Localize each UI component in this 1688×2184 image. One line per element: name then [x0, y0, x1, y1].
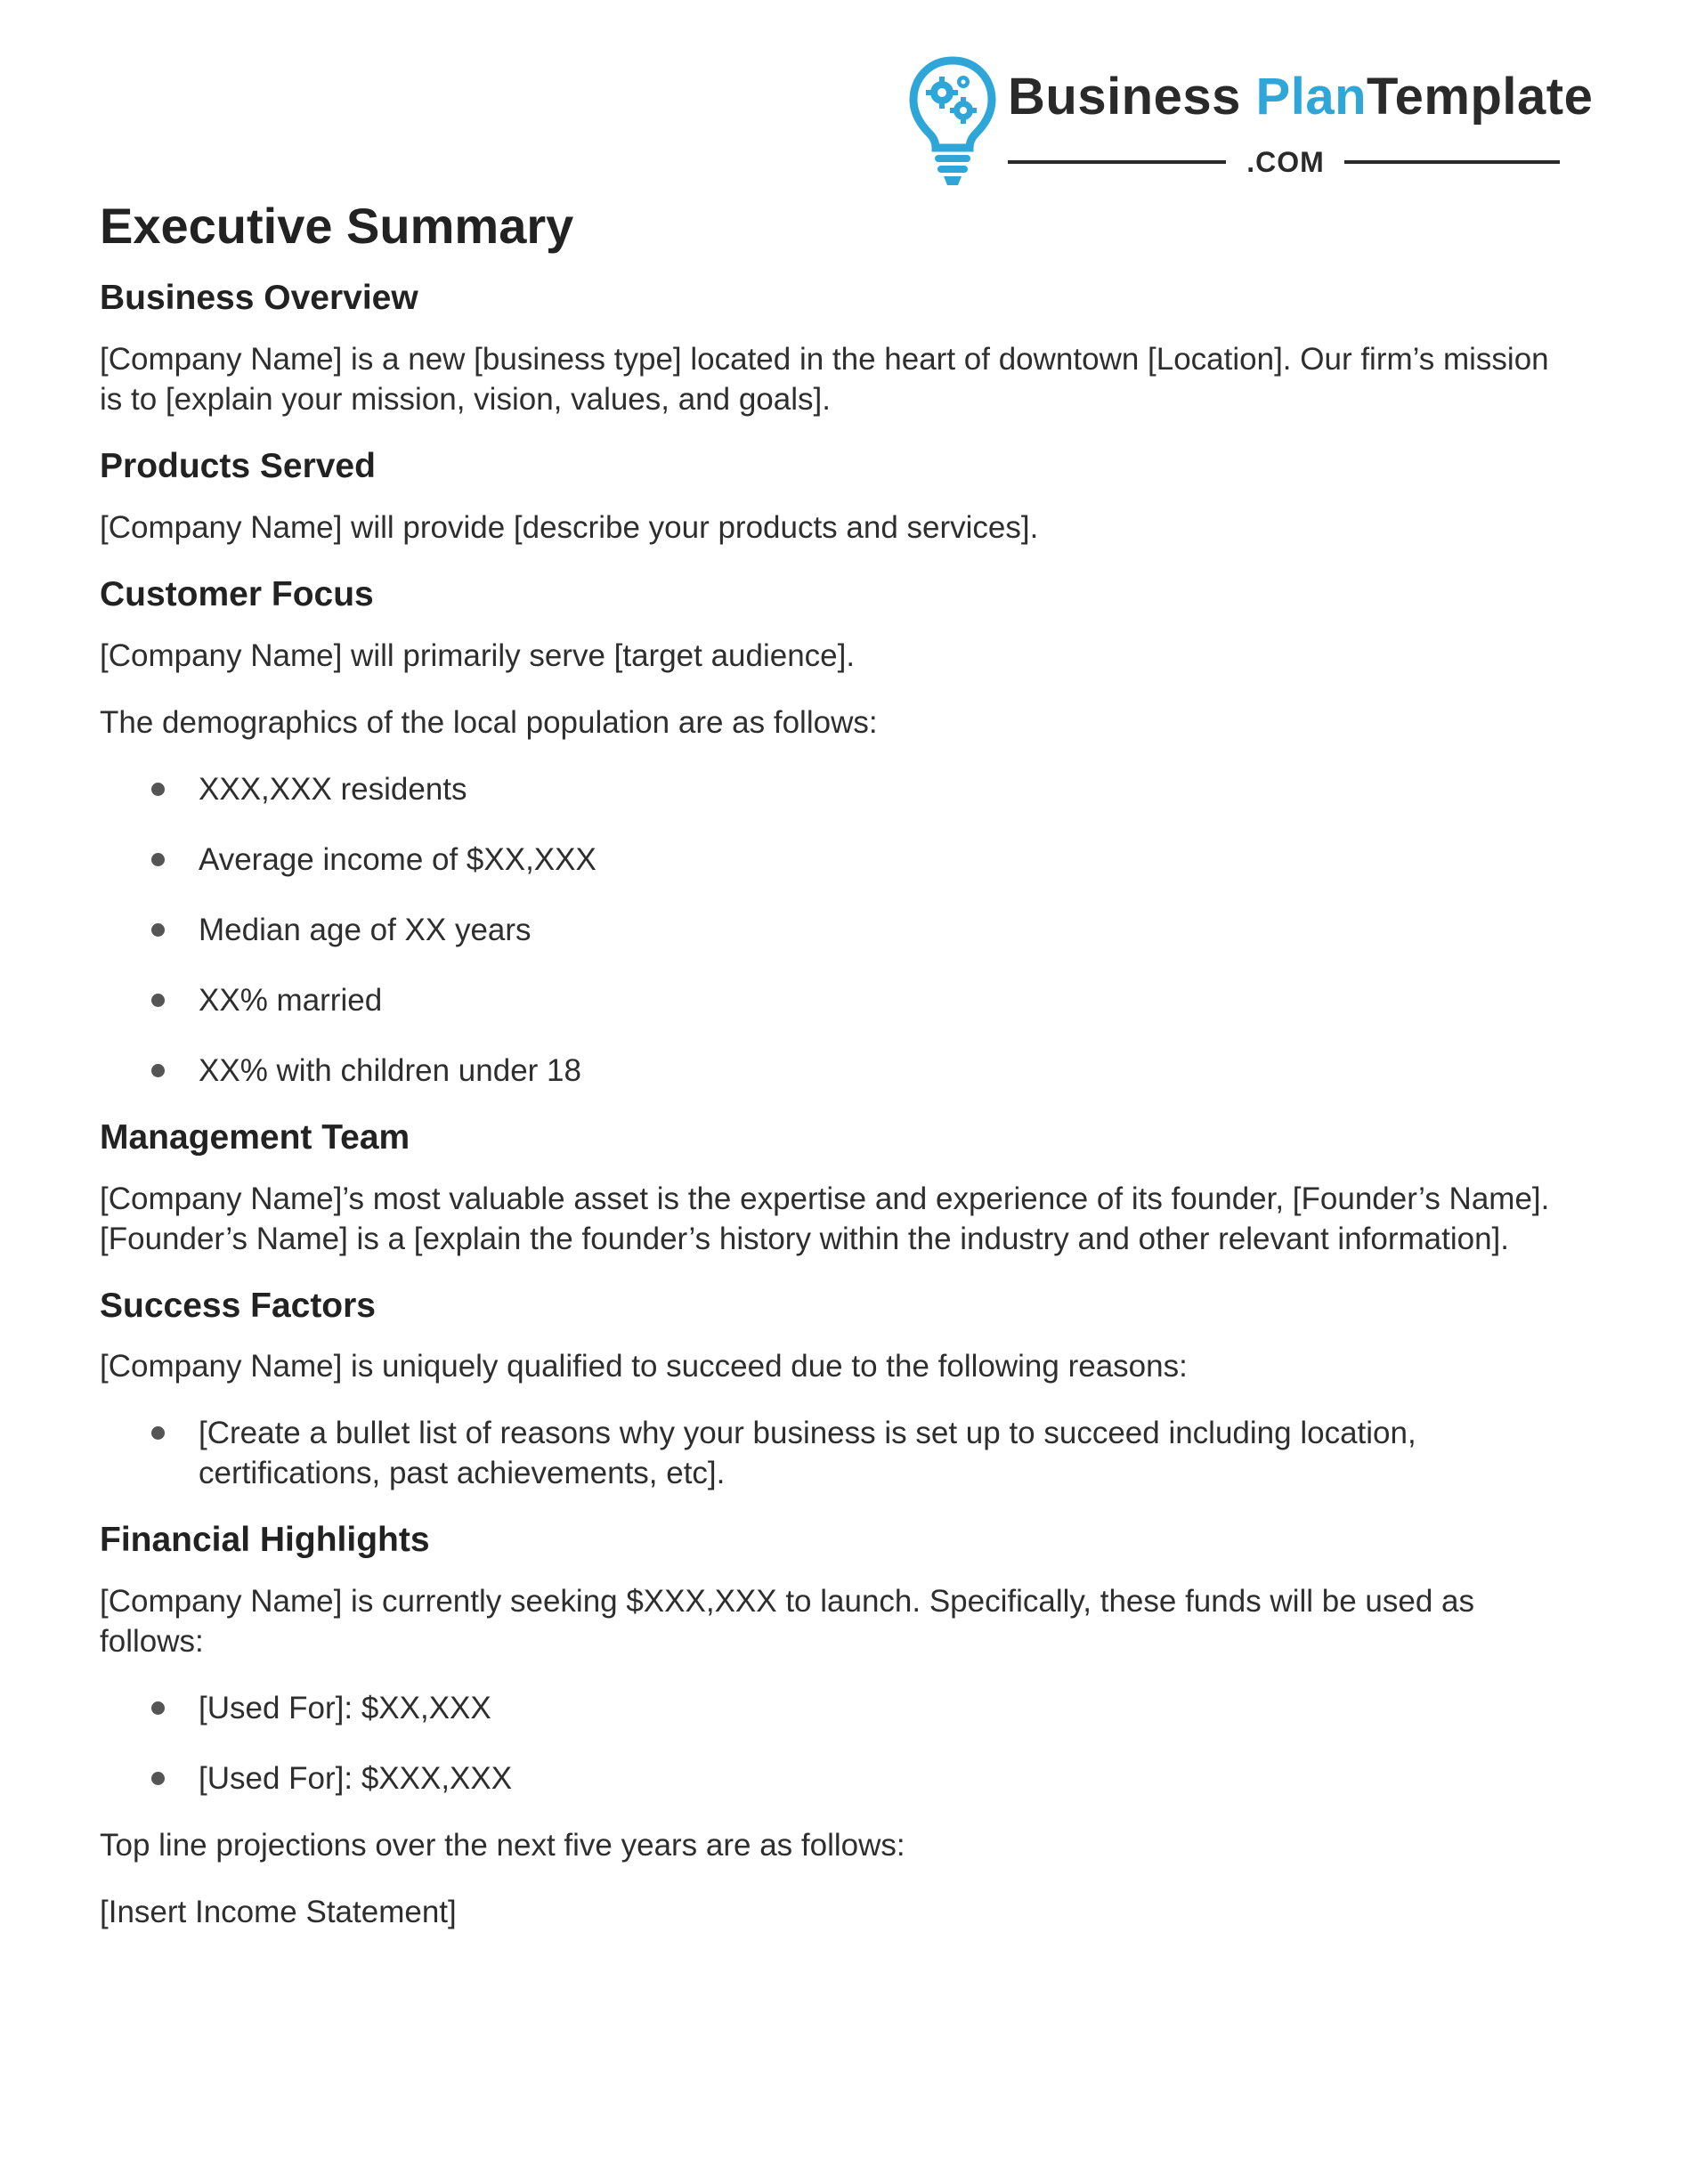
- success-factors-heading: Success Factors: [100, 1286, 377, 1325]
- list-item: [100, 840, 1560, 880]
- list-item: [100, 1413, 1560, 1493]
- list-item-text: [Create a bullet list of reasons why your business is set up to succeed including location, certifications, past achievements, etc].: [199, 1416, 1416, 1491]
- bullet-dot-icon: [151, 1701, 165, 1715]
- list-item-text: [Used For]: $XXX,XXX: [199, 1761, 513, 1797]
- management-team-text: [Company Name]’s most valuable asset is the expertise and experience of its founder, [Founder’s Name]. [Founder’s Name] is a [explain the founder’s history within the industry and other relevant information].: [100, 1181, 1550, 1256]
- brand-domain: .COM: [1246, 146, 1325, 178]
- document-body: [100, 198, 1560, 1959]
- financial-highlights-text: [Company Name] is currently seeking $XXX,XXX to launch. Specifically, these funds will be used as follows:: [100, 1584, 1474, 1660]
- customer-focus-heading: Customer Focus: [100, 574, 374, 613]
- products-served-text: [Company Name] will provide [describe your products and services].: [100, 509, 1039, 545]
- business-overview-text: [Company Name] is a new [business type] located in the heart of downtown [Location]. Our firm’s mission is to [explain your mission, vision, values, and goals].: [100, 342, 1549, 418]
- brand-word-plan: Plan: [1255, 68, 1367, 126]
- list-item-text: Average income of $XX,XXX: [199, 841, 596, 877]
- list-item: [100, 1688, 1560, 1728]
- bullet-dot-icon: [151, 1772, 165, 1785]
- bullet-dot-icon: [151, 1426, 165, 1440]
- brand-word-template: Template: [1367, 68, 1594, 126]
- income-statement-placeholder: [Insert Income Statement]: [100, 1895, 457, 1930]
- bullet-dot-icon: [151, 1064, 165, 1077]
- bullet-dot-icon: [151, 783, 165, 796]
- list-item: [100, 769, 1560, 809]
- list-item-text: Median age of XX years: [199, 912, 532, 947]
- customer-focus-text: [Company Name] will primarily serve [target audience].: [100, 637, 856, 673]
- success-factors-text: [Company Name] is uniquely qualified to succeed due to the following reasons:: [100, 1349, 1188, 1384]
- list-item: [100, 1758, 1560, 1798]
- bullet-dot-icon: [151, 853, 165, 866]
- brand-logo: [908, 55, 1594, 198]
- financial-highlights-heading: Financial Highlights: [100, 1521, 430, 1560]
- brand-domain-row: [1008, 144, 1560, 180]
- bullet-dot-icon: [151, 923, 165, 937]
- products-served-heading: Products Served: [100, 447, 376, 486]
- brand-rule-left: [1008, 160, 1226, 164]
- brand-rule-right: [1344, 160, 1560, 164]
- projections-intro-text: Top line projections over the next five years are as follows:: [100, 1828, 905, 1863]
- list-item-text: XX% married: [199, 982, 383, 1018]
- page-title: Executive Summary: [100, 198, 574, 254]
- business-overview-heading: Business Overview: [100, 279, 418, 318]
- management-team-heading: Management Team: [100, 1117, 410, 1157]
- list-item-text: XX% with children under 18: [199, 1052, 581, 1088]
- list-item: [100, 910, 1560, 950]
- demographics-list: [100, 769, 1560, 1091]
- bullet-dot-icon: [151, 994, 165, 1007]
- brand-word-business: Business: [1008, 68, 1241, 126]
- funds-use-list: [100, 1688, 1560, 1798]
- list-item: [100, 980, 1560, 1020]
- list-item-text: XXX,XXX residents: [199, 771, 467, 807]
- list-item: [100, 1051, 1560, 1091]
- lightbulb-gear-icon: [908, 55, 997, 189]
- demographics-intro-text: The demographics of the local population are as follows:: [100, 704, 878, 740]
- success-factors-list: [100, 1413, 1560, 1493]
- brand-wordmark: [1008, 68, 1594, 126]
- list-item-text: [Used For]: $XX,XXX: [199, 1691, 491, 1726]
